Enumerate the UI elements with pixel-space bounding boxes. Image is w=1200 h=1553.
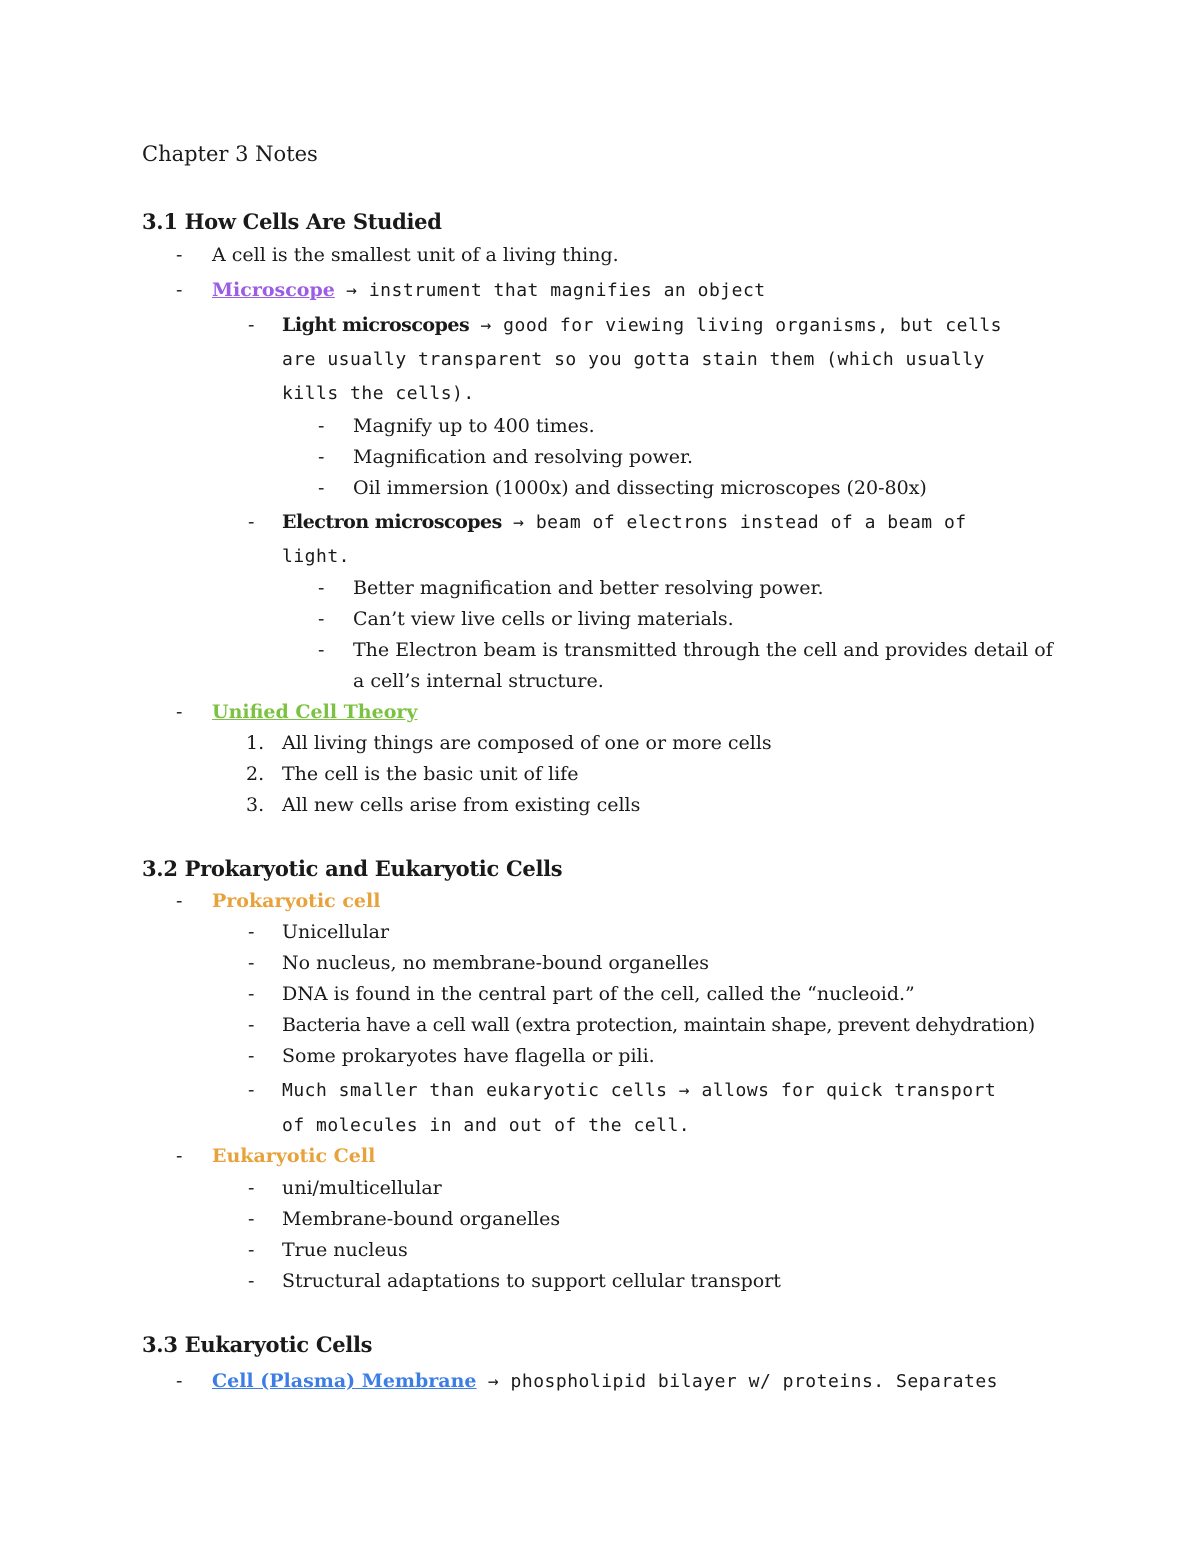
bullet-marker: - — [176, 244, 183, 266]
list-item-cell-membrane — [212, 1366, 998, 1397]
list-item: Better magnification and better resolving power. — [353, 577, 824, 599]
list-number: 2. — [246, 763, 265, 785]
list-item: Some prokaryotes have flagella or pili. — [282, 1045, 655, 1067]
definition-continuation: kills the cells). — [282, 383, 475, 404]
definition-text: → phospholipid bilayer w/ proteins. Separates — [476, 1371, 999, 1392]
bullet-marker: - — [248, 511, 255, 533]
bullet-marker: - — [176, 1145, 183, 1167]
bullet-marker: - — [318, 477, 325, 499]
list-item: DNA is found in the central part of the cell, called the “nucleoid.” — [282, 983, 915, 1005]
section-heading-3-2: 3.2 Prokaryotic and Eukaryotic Cells — [142, 856, 563, 881]
definition-continuation: light. — [282, 546, 351, 567]
bullet-marker: - — [318, 577, 325, 599]
bullet-marker: - — [248, 1239, 255, 1261]
list-item-light-microscopes — [282, 310, 1002, 341]
list-number: 1. — [246, 732, 265, 754]
bullet-marker: - — [176, 1370, 183, 1392]
list-item: Magnify up to 400 times. — [353, 415, 595, 437]
list-item-prokaryotic — [212, 886, 380, 917]
bullet-marker: - — [318, 639, 325, 661]
list-item: Oil immersion (1000x) and dissecting microscopes (20-80x) — [353, 477, 927, 499]
term-prokaryotic-cell: Prokaryotic cell — [212, 890, 381, 912]
bullet-marker: - — [248, 1079, 255, 1101]
list-item: True nucleus — [282, 1239, 408, 1261]
definition-text: → instrument that magnifies an object — [334, 280, 766, 301]
bullet-marker: - — [248, 314, 255, 336]
list-item-cell-theory — [212, 697, 417, 728]
bullet-marker: - — [248, 921, 255, 943]
bullet-marker: - — [248, 1045, 255, 1067]
bullet-marker: - — [248, 1014, 255, 1036]
list-item-continuation: a cell’s internal structure. — [353, 670, 604, 692]
list-item-microscope — [212, 275, 766, 306]
list-item: Unicellular — [282, 921, 390, 943]
list-item-mono: Much smaller than eukaryotic cells → allows for quick transport — [282, 1080, 997, 1101]
term-eukaryotic-cell: Eukaryotic Cell — [212, 1145, 376, 1167]
numbered-item: All new cells arise from existing cells — [282, 794, 641, 816]
definition-text: → good for viewing living organisms, but cells — [469, 315, 1002, 336]
numbered-item: The cell is the basic unit of life — [282, 763, 579, 785]
bullet-marker: - — [176, 701, 183, 723]
term-light-microscopes: Light microscopes — [282, 314, 470, 336]
list-item: Structural adaptations to support cellular transport — [282, 1270, 781, 1292]
numbered-item: All living things are composed of one or more cells — [282, 732, 772, 754]
bullet-marker: - — [248, 983, 255, 1005]
term-microscope: Microscope — [212, 279, 335, 301]
bullet-marker: - — [248, 1208, 255, 1230]
bullet-marker: - — [248, 952, 255, 974]
bullet-marker: - — [318, 415, 325, 437]
list-item-electron-microscopes — [282, 507, 967, 538]
list-item: uni/multicellular — [282, 1177, 442, 1199]
list-item: A cell is the smallest unit of a living thing. — [212, 244, 619, 266]
bullet-marker: - — [318, 446, 325, 468]
section-heading-3-3: 3.3 Eukaryotic Cells — [142, 1332, 373, 1357]
term-unified-cell-theory: Unified Cell Theory — [212, 701, 418, 723]
list-item-eukaryotic — [212, 1141, 375, 1172]
bullet-marker: - — [248, 1270, 255, 1292]
bullet-marker: - — [248, 1177, 255, 1199]
section-heading-3-1: 3.1 How Cells Are Studied — [142, 209, 442, 234]
list-item: The Electron beam is transmitted through the cell and provides detail of — [353, 639, 1053, 661]
bullet-marker: - — [318, 608, 325, 630]
list-item: Magnification and resolving power. — [353, 446, 694, 468]
list-item: No nucleus, no membrane-bound organelles — [282, 952, 709, 974]
term-cell-membrane: Cell (Plasma) Membrane — [212, 1370, 477, 1392]
list-item: Membrane-bound organelles — [282, 1208, 561, 1230]
list-item: Bacteria have a cell wall (extra protection, maintain shape, prevent dehydration) — [282, 1014, 1035, 1036]
definition-continuation: are usually transparent so you gotta stain them (which usually — [282, 349, 985, 370]
list-item: Can’t view live cells or living materials. — [353, 608, 734, 630]
document-title: Chapter 3 Notes — [142, 142, 318, 166]
definition-text: → beam of electrons instead of a beam of — [501, 512, 967, 533]
bullet-marker: - — [176, 890, 183, 912]
list-item-continuation: of molecules in and out of the cell. — [282, 1115, 691, 1136]
term-electron-microscopes: Electron microscopes — [282, 511, 502, 533]
list-number: 3. — [246, 794, 265, 816]
bullet-marker: - — [176, 279, 183, 301]
